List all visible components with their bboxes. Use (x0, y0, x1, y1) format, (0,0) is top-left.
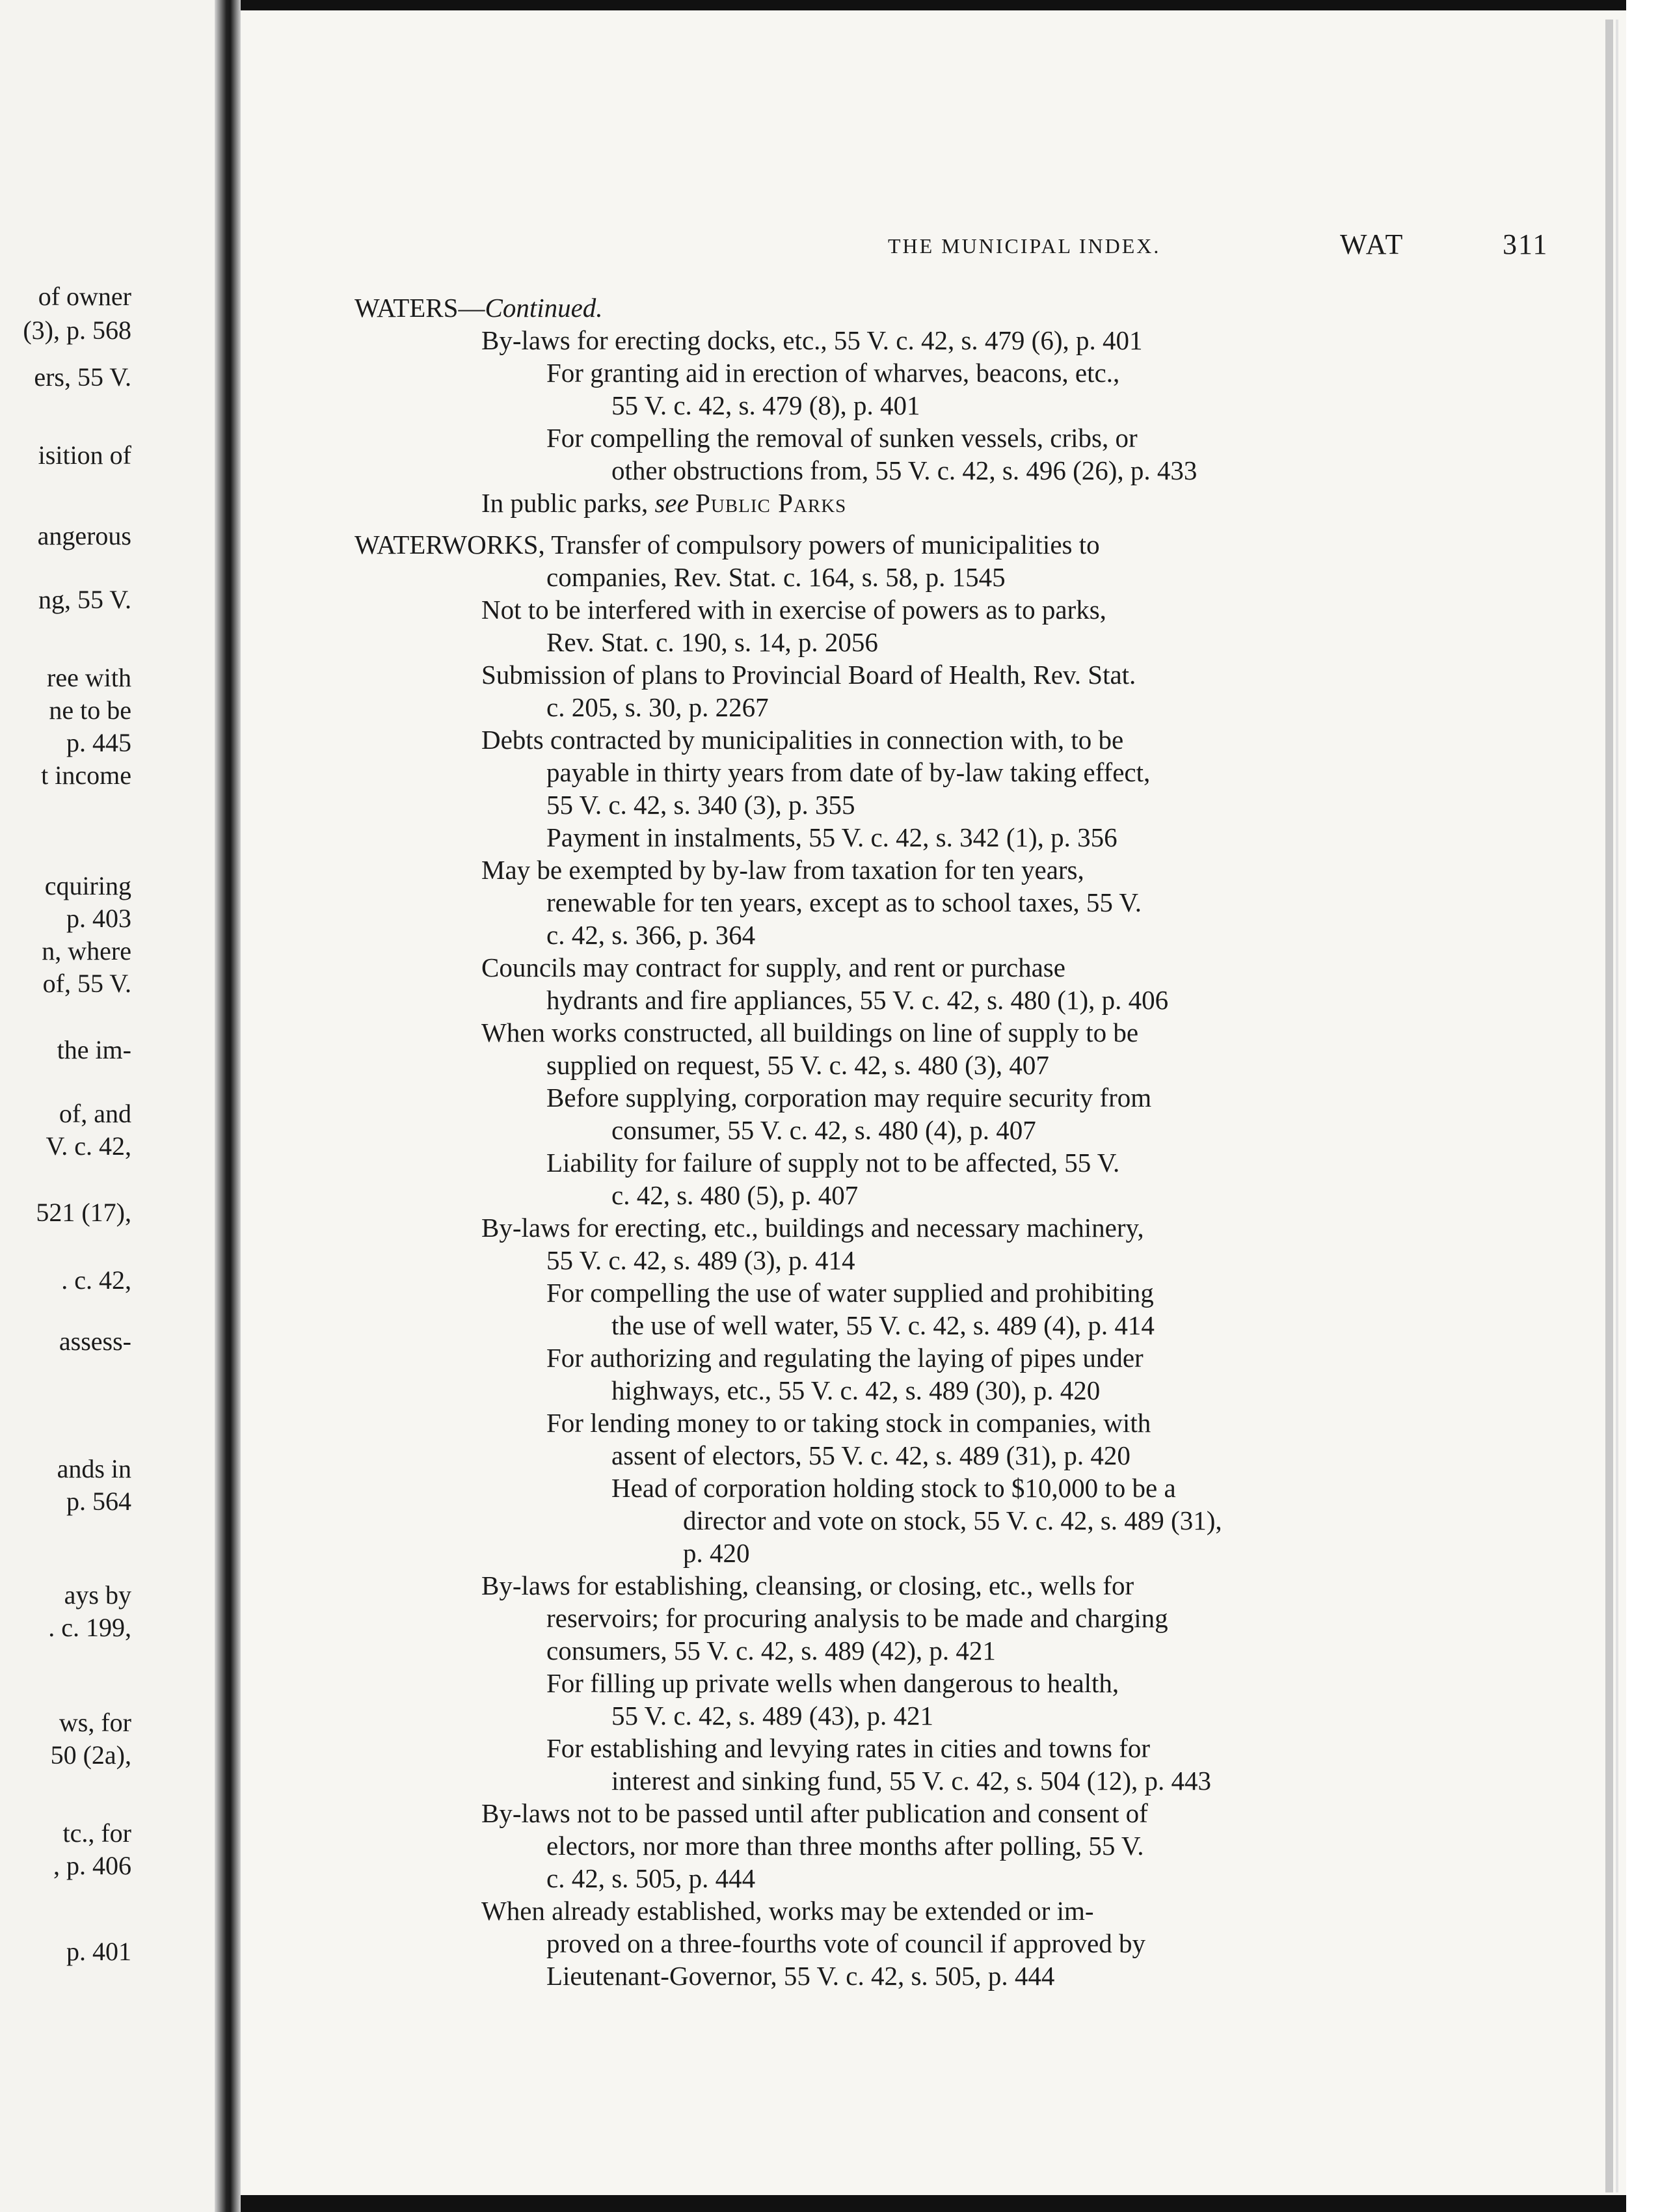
left-page-line: ne to be (49, 695, 131, 725)
index-entry-continuation: payable in thirty years from date of by-law taking effect, (546, 757, 1151, 787)
index-entry-continuation: reservoirs; for procuring analysis to be made and charging (546, 1603, 1168, 1633)
index-entry-continuation: c. 42, s. 366, p. 364 (546, 920, 756, 950)
left-page-line: angerous (37, 521, 131, 550)
index-entry: When already established, works may be extended or im- (481, 1896, 1094, 1926)
index-entry-continuation: 55 V. c. 42, s. 489 (43), p. 421 (611, 1701, 934, 1731)
index-entry-continuation: consumer, 55 V. c. 42, s. 480 (4), p. 407 (611, 1115, 1036, 1145)
left-page-line: ree with (47, 663, 131, 692)
left-page-line: . c. 199, (48, 1613, 131, 1642)
index-entry: For lending money to or taking stock in companies, with (546, 1408, 1151, 1438)
left-page-line: ws, for (59, 1708, 131, 1737)
index-entry: By-laws for erecting, etc., buildings and necessary machinery, (481, 1213, 1144, 1243)
left-facing-page (0, 0, 215, 2212)
left-page-line: ers, 55 V. (34, 362, 131, 392)
index-entry: May be exempted by by-law from taxation for ten years, (481, 855, 1084, 885)
left-page-line: of, 55 V. (42, 969, 131, 998)
left-page-line: , p. 406 (53, 1851, 131, 1880)
left-page-line: (3), p. 568 (23, 316, 131, 345)
left-page-line: . c. 42, (61, 1265, 131, 1295)
index-entry-continuation: supplied on request, 55 V. c. 42, s. 480 (3), 407 (546, 1050, 1049, 1080)
index-entry: By-laws for erecting docks, etc., 55 V. c. 42, s. 479 (6), p. 401 (481, 325, 1143, 355)
index-entry: For authorizing and regulating the laying of pipes under (546, 1343, 1144, 1373)
index-entry: Submission of plans to Provincial Board of Health, Rev. Stat. (481, 660, 1136, 690)
left-page-line: p. 445 (66, 728, 131, 757)
index-entry: For compelling the use of water supplied and prohibiting (546, 1278, 1154, 1308)
index-entry-continuation: p. 420 (683, 1538, 750, 1568)
left-page-line: ng, 55 V. (38, 585, 131, 614)
left-page-line: tc., for (62, 1818, 131, 1848)
index-entry-continuation: renewable for ten years, except as to school taxes, 55 V. (546, 887, 1142, 917)
left-page-line: ands in (57, 1454, 131, 1483)
index-heading: WATERS—Continued. (355, 293, 603, 323)
index-entry-continuation: c. 205, s. 30, p. 2267 (546, 692, 769, 722)
scan-margin-right (1626, 0, 1673, 2212)
left-page-line: the im- (57, 1035, 131, 1064)
left-page-line: cquiring (44, 871, 131, 900)
running-head (680, 228, 1603, 260)
index-entry-continuation: c. 42, s. 505, p. 444 (546, 1863, 756, 1893)
index-entry-continuation: 55 V. c. 42, s. 489 (3), p. 414 (546, 1245, 855, 1275)
left-page-line: p. 564 (66, 1487, 131, 1516)
page-edge-shadow (1605, 20, 1613, 2192)
left-page-line: isition of (38, 440, 131, 470)
index-entry: By-laws not to be passed until after publication and consent of (481, 1798, 1148, 1828)
page-edge-shadow-inner (1616, 20, 1618, 2192)
index-entry-continuation: electors, nor more than three months after polling, 55 V. (546, 1831, 1144, 1861)
index-entry-continuation: assent of electors, 55 V. c. 42, s. 489 (31), p. 420 (611, 1440, 1131, 1470)
index-entry-continuation: director and vote on stock, 55 V. c. 42, s. 489 (31), (683, 1505, 1222, 1535)
index-entry: For filling up private wells when dangerous to health, (546, 1668, 1119, 1698)
index-entry: For compelling the removal of sunken vessels, cribs, or (546, 423, 1138, 453)
left-page-line: p. 401 (66, 1937, 131, 1966)
index-entry-continuation: proved on a three-fourths vote of council if approved by (546, 1928, 1146, 1958)
left-page-line: 50 (2a), (50, 1740, 131, 1770)
page-number: 311 (1503, 228, 1549, 260)
index-heading: WATERWORKS, Transfer of compulsory powers of municipalities to (355, 530, 1100, 560)
index-entry-continuation: c. 42, s. 480 (5), p. 407 (611, 1180, 859, 1210)
index-entry: Debts contracted by municipalities in connection with, to be (481, 725, 1124, 755)
index-entry-continuation: highways, etc., 55 V. c. 42, s. 489 (30), p. 420 (611, 1375, 1101, 1405)
index-entry: Head of corporation holding stock to $10,000 to be a (611, 1473, 1176, 1503)
index-entry-continuation: hydrants and fire appliances, 55 V. c. 42, s. 480 (1), p. 406 (546, 985, 1169, 1015)
index-entry-continuation: consumers, 55 V. c. 42, s. 489 (42), p. 421 (546, 1636, 996, 1666)
left-page-line: n, where (42, 936, 131, 965)
index-entry-continuation: Lieutenant-Governor, 55 V. c. 42, s. 505, p. 444 (546, 1961, 1055, 1991)
index-entry-continuation: 55 V. c. 42, s. 479 (8), p. 401 (611, 390, 920, 420)
book-gutter (215, 0, 241, 2212)
index-entry-continuation: the use of well water, 55 V. c. 42, s. 489 (4), p. 414 (611, 1310, 1155, 1340)
index-entry: Before supplying, corporation may require security from (546, 1083, 1152, 1113)
index-entry-continuation: other obstructions from, 55 V. c. 42, s. 496 (26), p. 433 (611, 455, 1198, 485)
index-entry-continuation: 55 V. c. 42, s. 340 (3), p. 355 (546, 790, 855, 820)
index-entry-continuation: Rev. Stat. c. 190, s. 14, p. 2056 (546, 627, 878, 657)
left-page-line: ays by (64, 1580, 131, 1610)
running-head-key: WAT (1340, 228, 1405, 260)
index-entry: In public parks, see Public Parks (481, 488, 847, 518)
index-entry: By-laws for establishing, cleansing, or closing, etc., wells for (481, 1571, 1134, 1600)
index-entry: Liability for failure of supply not to be affected, 55 V. (546, 1148, 1120, 1178)
index-page (241, 0, 1605, 2212)
left-page-line: p. 403 (66, 904, 131, 933)
left-page-line: of owner (38, 282, 131, 311)
left-page-line: 521 (17), (36, 1198, 131, 1227)
index-entry: For establishing and levying rates in cities and towns for (546, 1733, 1151, 1763)
index-entry: Not to be interfered with in exercise of powers as to parks, (481, 595, 1106, 625)
index-entry: Payment in instalments, 55 V. c. 42, s. 342 (1), p. 356 (546, 822, 1118, 852)
index-entry: For granting aid in erection of wharves, beacons, etc., (546, 358, 1120, 388)
left-page-line: V. c. 42, (46, 1131, 131, 1161)
running-head-title: THE MUNICIPAL INDEX. (888, 234, 1161, 258)
left-page-line: assess- (59, 1327, 131, 1356)
index-entry: When works constructed, all buildings on line of supply to be (481, 1018, 1139, 1047)
index-entry-continuation: companies, Rev. Stat. c. 164, s. 58, p. 1545 (546, 562, 1006, 592)
index-entry-continuation: interest and sinking fund, 55 V. c. 42, s. 504 (12), p. 443 (611, 1766, 1212, 1796)
index-entry: Councils may contract for supply, and rent or purchase (481, 952, 1065, 982)
left-page-line: t income (41, 761, 131, 790)
left-page-line: of, and (59, 1099, 131, 1128)
